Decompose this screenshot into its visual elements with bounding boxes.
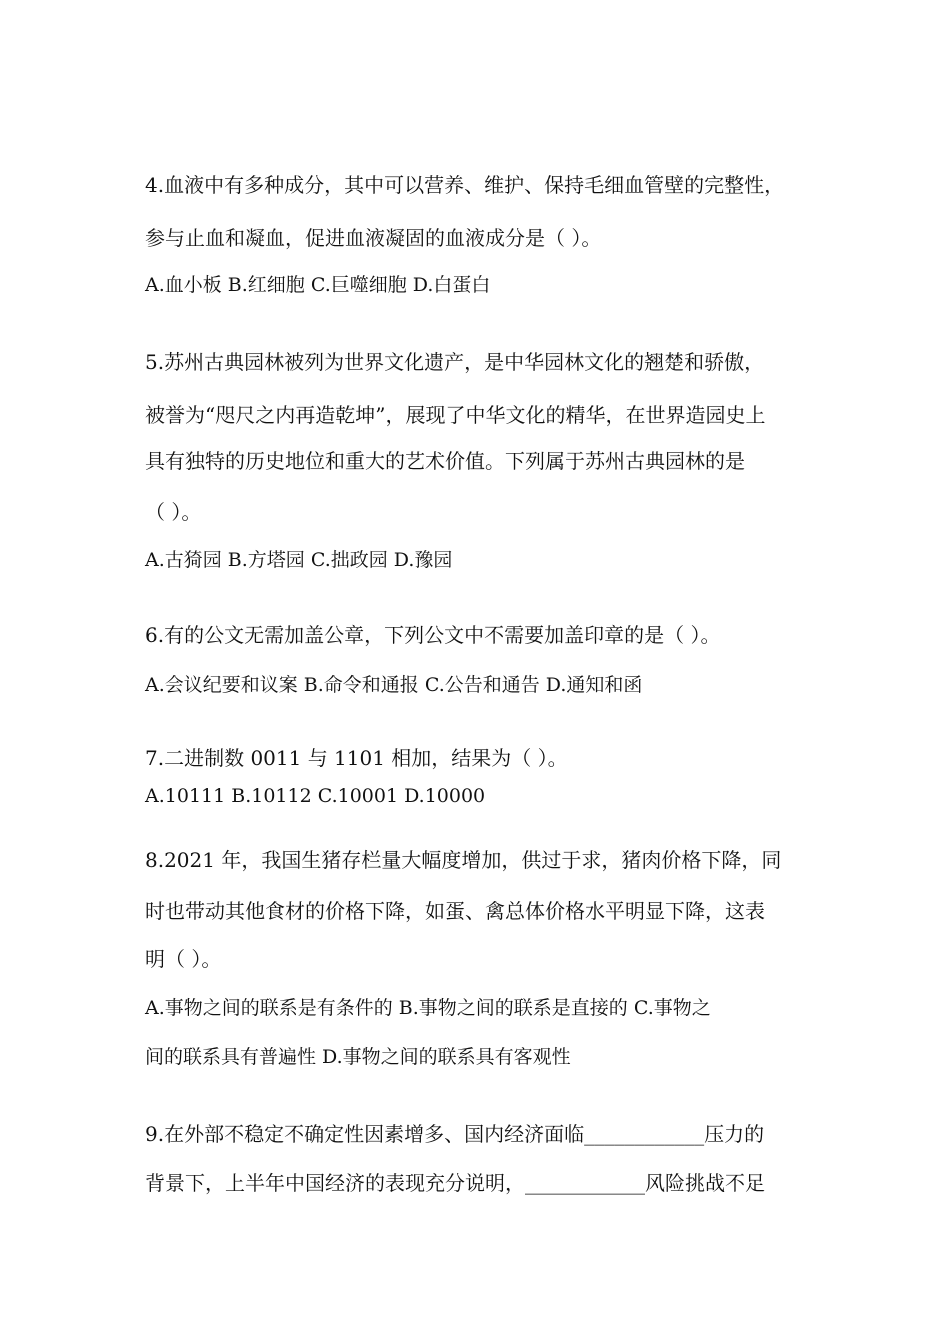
question-5-stem-line-2: 被誉为“咫尺之内再造乾坤”，展现了中华文化的精华，在世界造园史上	[145, 403, 766, 427]
question-9-stem-line-2: 背景下，上半年中国经济的表现充分说明，____________风险挑战不足	[145, 1171, 765, 1195]
question-4-options: A.血小板 B.红细胞 C.巨噬细胞 D.白蛋白	[145, 274, 491, 296]
question-4-stem-line-1: 4.血液中有多种成分，其中可以营养、维护、保持毛细血管壁的完整性，	[145, 173, 785, 197]
question-8-stem-line-2: 时也带动其他食材的价格下降，如蛋、禽总体价格水平明显下降，这表	[145, 899, 765, 923]
question-8-options-line-2: 间的联系具有普遍性 D.事物之间的联系具有客观性	[145, 1046, 571, 1068]
question-8-stem-line-1: 8.2021 年，我国生猪存栏量大幅度增加，供过于求，猪肉价格下降，同	[145, 848, 782, 872]
question-8-stem-line-3: 明（ ）。	[145, 947, 222, 971]
question-5-options: A.古猗园 B.方塔园 C.拙政园 D.豫园	[145, 549, 453, 571]
question-8-options-line-1: A.事物之间的联系是有条件的 B.事物之间的联系是直接的 C.事物之	[145, 997, 711, 1019]
question-6-stem: 6.有的公文无需加盖公章，下列公文中不需要加盖印章的是（ ）。	[145, 623, 721, 647]
question-4-stem-line-2: 参与止血和凝血，促进血液凝固的血液成分是（ ）。	[145, 226, 602, 250]
question-5-stem-line-1: 5.苏州古典园林被列为世界文化遗产，是中华园林文化的翘楚和骄傲，	[145, 350, 765, 374]
question-9-stem-line-1: 9.在外部不稳定不确定性因素增多、国内经济面临____________压力的	[145, 1122, 765, 1146]
question-6-options: A.会议纪要和议案 B.命令和通报 C.公告和通告 D.通知和函	[145, 674, 643, 696]
question-7-options: A.10111 B.10112 C.10001 D.10000	[145, 785, 486, 807]
question-5-stem-line-3: 具有独特的历史地位和重大的艺术价值。下列属于苏州古典园林的是	[145, 449, 745, 473]
question-7-stem: 7.二进制数 0011 与 1101 相加，结果为（ ）。	[145, 746, 568, 770]
question-5-stem-line-4: （ ）。	[145, 500, 202, 524]
